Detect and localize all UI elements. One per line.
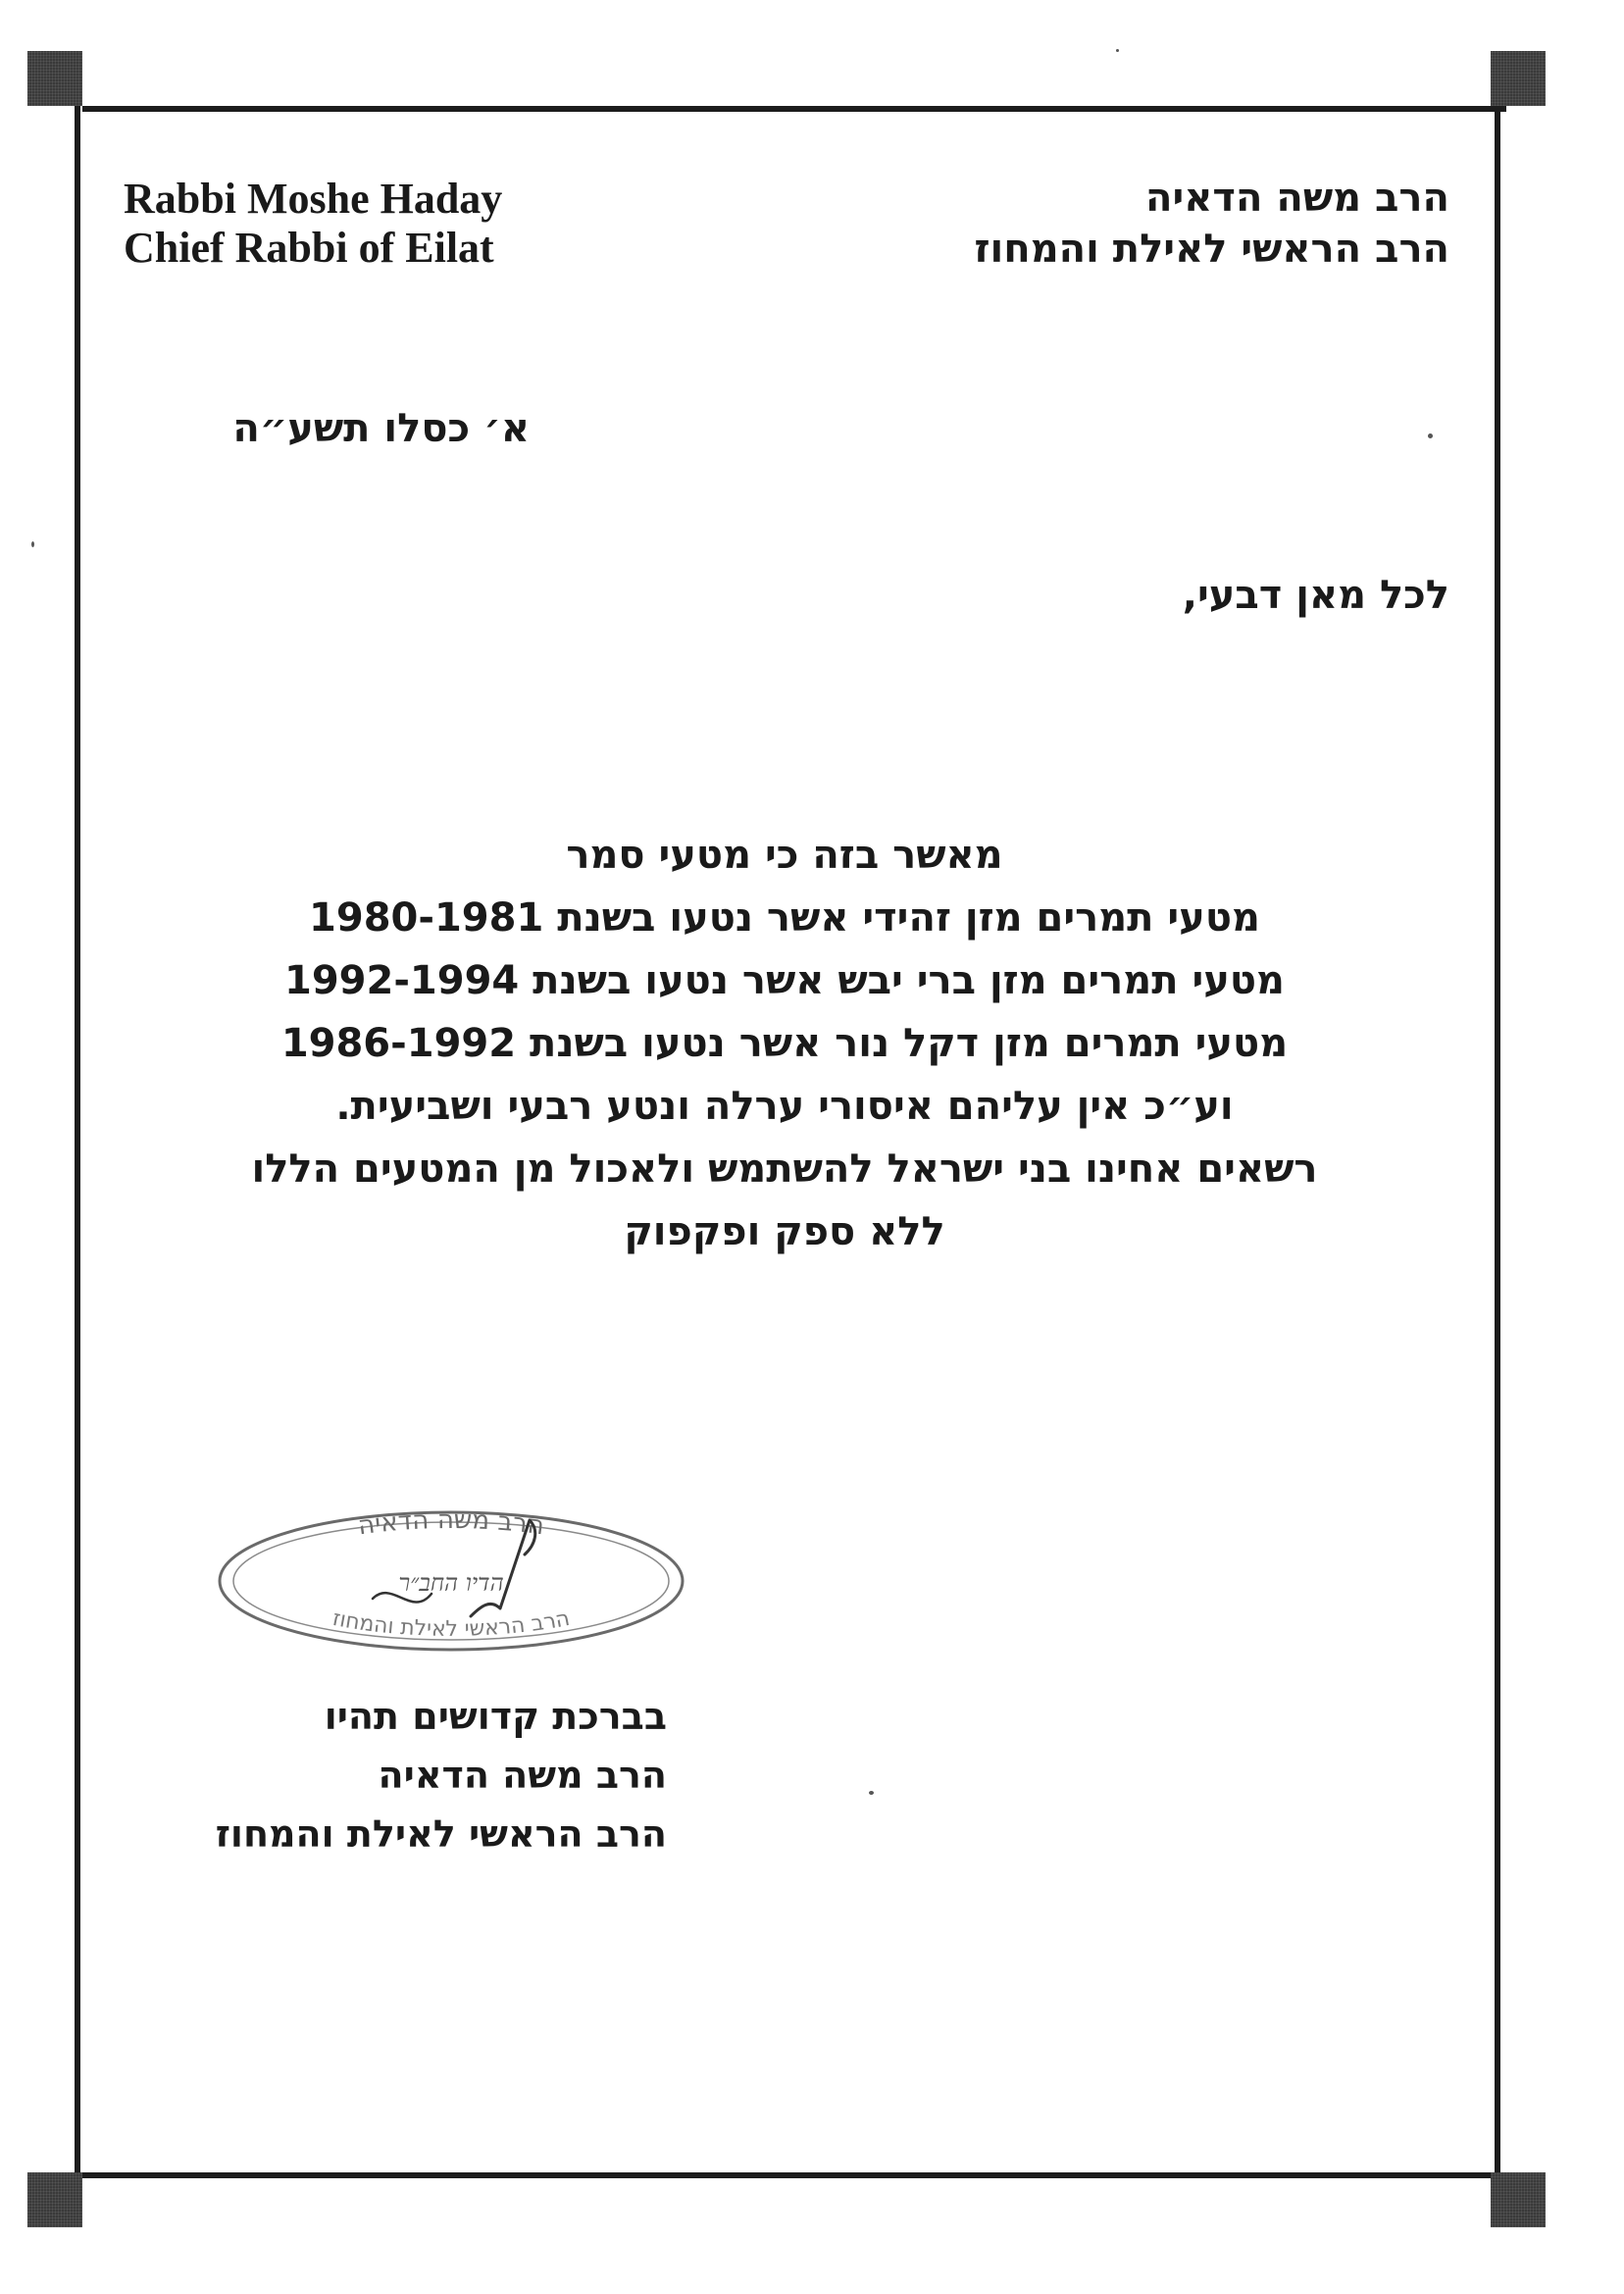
body-line: מאשר בזה כי מטעי סמר: [566, 833, 1003, 878]
signature-title: הרב הראשי לאילת והמחוז: [215, 1812, 667, 1856]
body-line: וע״כ אין עליהם איסורי ערלה ונטע רבעי ושביעית.: [335, 1084, 1234, 1129]
scan-speck: [31, 541, 34, 547]
letterhead-hebrew-name: הרב משה הדאיה: [1145, 176, 1449, 221]
letterhead-hebrew: [883, 173, 1449, 275]
frame-right-border: [1495, 106, 1500, 2178]
frame-left-border: [75, 106, 80, 2178]
body-line: מטעי תמרים מזן ברי יבש אשר נטעו בשנת 1992-1994: [283, 958, 1285, 1003]
frame-corner-top-right: [1491, 51, 1546, 106]
frame-corner-top-left: [27, 51, 82, 106]
signature-block: [118, 1687, 667, 1863]
body-line: מטעי תמרים מזן דקל נור אשר נטעו בשנת 1986-1992: [280, 1021, 1289, 1066]
letter-greeting: לכל מאן דבעי,: [1182, 573, 1449, 618]
scan-speck: [1428, 433, 1433, 438]
body-line: מטעי תמרים מזן זהידי אשר נטעו בשנת 1980-1981: [309, 895, 1260, 941]
frame-top-border: [82, 106, 1506, 112]
letter-body: [147, 824, 1422, 1263]
frame-corner-bottom-right: [1491, 2172, 1546, 2227]
scan-speck: [869, 1791, 874, 1795]
letterhead-english: [124, 175, 535, 273]
signature-name: הרב משה הדאיה: [378, 1754, 667, 1797]
signature-closing: בברכת קדושים תהיו: [324, 1695, 667, 1738]
letterhead-english-title: Chief Rabbi of Eilat: [124, 224, 494, 272]
svg-text:הרב משה הדאיה: הרב משה הדאיה: [356, 1504, 546, 1542]
letter-date: א׳ כסלו תשע״ה: [232, 406, 530, 451]
frame-bottom-border: [82, 2172, 1506, 2178]
svg-text:הרב הראשי לאילת והמחוז: הרב הראשי לאילת והמחוז: [330, 1606, 573, 1642]
scan-speck: [1116, 49, 1119, 52]
letterhead-english-name: Rabbi Moshe Haday: [124, 175, 503, 223]
body-line: רשאים אחינו בני ישראל להשתמש ולאכול מן המטעים הללו: [251, 1147, 1318, 1192]
frame-corner-bottom-left: [27, 2172, 82, 2227]
svg-text:הדיו החב״ר: הדיו החב״ר: [398, 1569, 504, 1597]
rabbinical-stamp: [206, 1501, 696, 1657]
body-line: ללא ספק ופקפוק: [624, 1209, 945, 1254]
letterhead-hebrew-title: הרב הראשי לאילת והמחוז: [974, 227, 1449, 272]
